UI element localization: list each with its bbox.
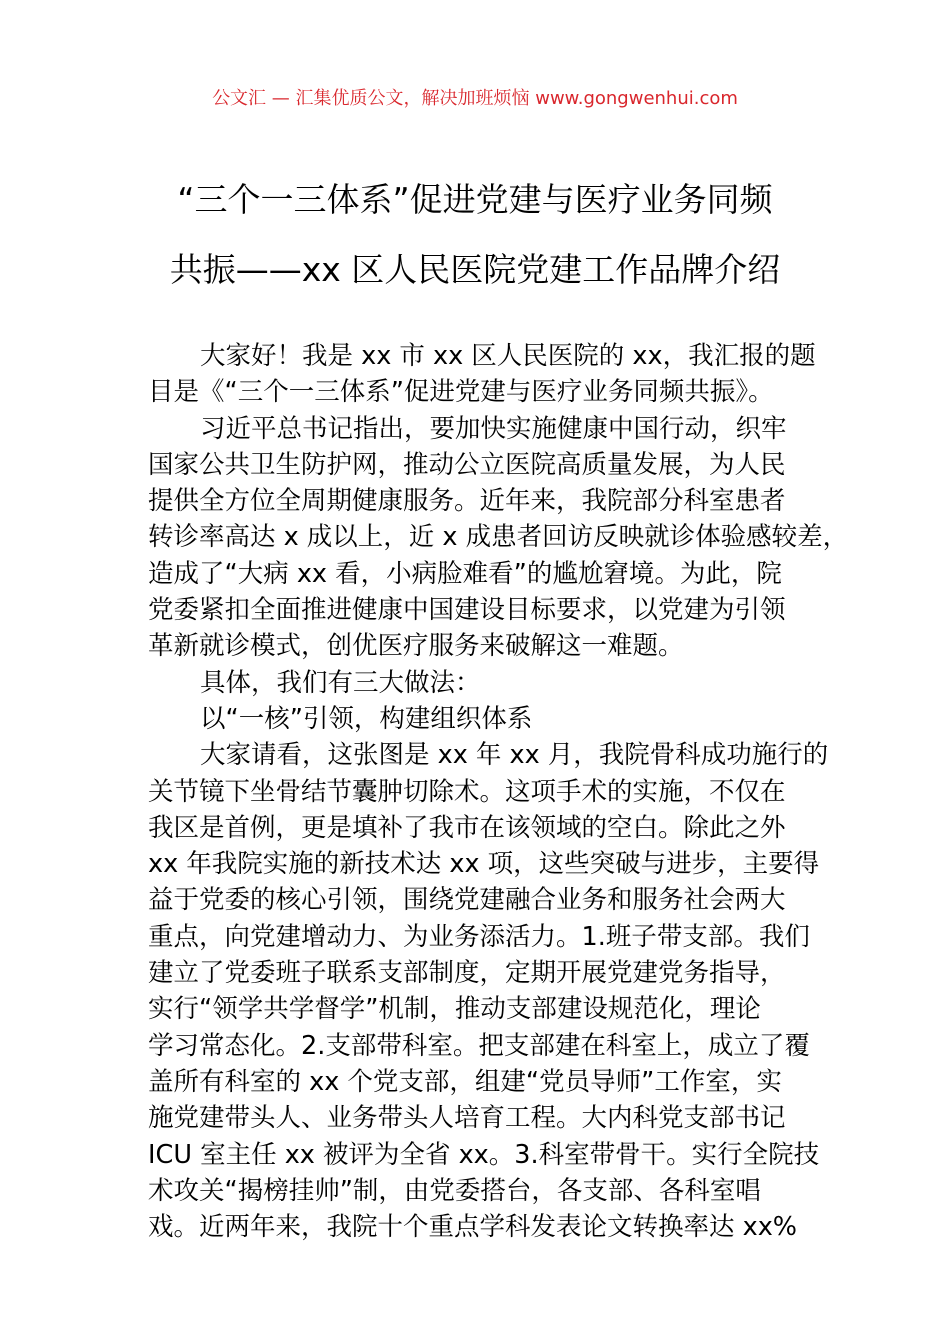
body-line: 革新就诊模式，创优医疗服务来破解这一难题。 [148, 631, 684, 662]
body-line: 益于党委的核心引领，围绕党建融合业务和服务社会两大 [148, 885, 786, 916]
body-line: 我区是首例，更是填补了我市在该领域的空白。除此之外 [148, 812, 786, 843]
body-line: 施党建带头人、业务带头人培育工程。大内科党支部书记 [148, 1103, 786, 1134]
section-heading: 以“一核”引领，构建组织体系 [200, 703, 533, 734]
body-line: 关节镜下坐骨结节囊肿切除术。这项手术的实施，不仅在 [148, 776, 786, 807]
document-title-line-2: 共振——xx 区人民医院党建工作品牌介绍 [169, 250, 781, 289]
body-line: 具体，我们有三大做法： [200, 667, 481, 698]
body-line: 转诊率高达 x 成以上，近 x 成患者回访反映就诊体验感较差， [148, 522, 849, 553]
body-line: 实行“领学共学督学”机制，推动支部建设规范化，理论 [148, 994, 761, 1025]
body-line: 盖所有科室的 xx 个党支部，组建“党员导师”工作室，实 [148, 1066, 782, 1097]
body-line: 造成了“大病 xx 看，小病脸难看”的尴尬窘境。为此，院 [148, 558, 782, 589]
body-line: 大家好！我是 xx 市 xx 区人民医院的 xx，我汇报的题 [200, 341, 816, 371]
body-line: 国家公共卫生防护网，推动公立医院高质量发展，为人民 [148, 449, 786, 480]
body-line: 大家请看，这张图是 xx 年 xx 月，我院骨科成功施行的 [200, 740, 829, 771]
document-title-line-1: “三个一三体系”促进党建与医疗业务同频 [177, 180, 773, 219]
body-line: 术攻关“揭榜挂帅”制，由党委搭台，各支部、各科室唱 [148, 1175, 761, 1206]
body-line: 习近平总书记指出，要加快实施健康中国行动，织牢 [200, 413, 787, 444]
body-line: 重点，向党建增动力、为业务添活力。1.班子带支部。我们 [148, 921, 810, 952]
body-line: 提供全方位全周期健康服务。近年来，我院部分科室患者 [148, 486, 786, 517]
body-line: ICU 室主任 xx 被评为全省 xx。3.科室带骨干。实行全院技 [148, 1139, 820, 1170]
body-line: xx 年我院实施的新技术达 xx 项，这些突破与进步，主要得 [148, 849, 820, 880]
document-body [148, 338, 849, 1245]
body-line: 戏。近两年来，我院十个重点学科发表论文转换率达 xx% [148, 1212, 798, 1243]
site-header-banner: 公文汇 — 汇集优质公文，解决加班烦恼 www.gongwenhui.com [212, 88, 738, 109]
body-line: 建立了党委班子联系支部制度，定期开展党建党务指导， [148, 958, 786, 989]
body-line: 党委紧扣全面推进健康中国建设目标要求，以党建为引领 [148, 595, 786, 626]
body-line: 学习常态化。2.支部带科室。把支部建在科室上，成立了覆 [148, 1030, 810, 1061]
body-line: 目是《“三个一三体系”促进党建与医疗业务同频共振》。 [148, 377, 774, 408]
